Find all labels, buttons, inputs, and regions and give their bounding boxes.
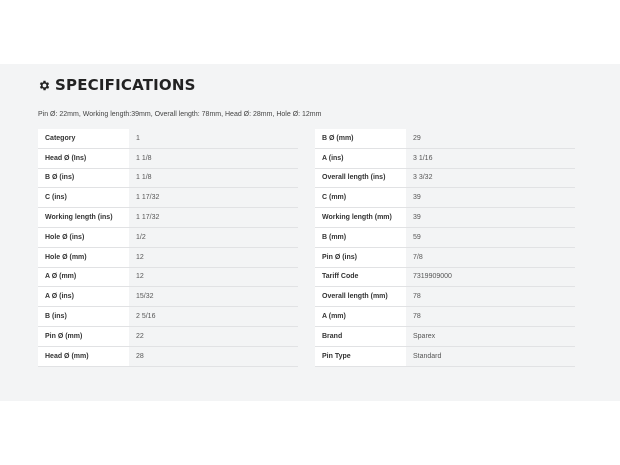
spec-label: A Ø (mm)	[38, 267, 129, 287]
spec-value: 7/8	[406, 247, 575, 267]
section-title: SPECIFICATIONS	[55, 76, 196, 94]
table-row	[315, 247, 575, 267]
spec-label: Pin Ø (ins)	[315, 247, 406, 267]
table-row	[315, 267, 575, 287]
table-row	[315, 129, 575, 148]
spec-value: Sparex	[406, 326, 575, 346]
spec-label: Hole Ø (ins)	[38, 227, 129, 247]
spec-label: B (mm)	[315, 227, 406, 247]
table-row	[38, 148, 298, 168]
spec-value: 39	[406, 188, 575, 208]
spec-value: 1/2	[129, 227, 298, 247]
spec-label: A (mm)	[315, 307, 406, 327]
spec-table-left	[38, 129, 298, 367]
spec-value: 12	[129, 247, 298, 267]
spec-value: 1 17/32	[129, 208, 298, 228]
table-row	[38, 227, 298, 247]
spec-value: 12	[129, 267, 298, 287]
spec-label: Tariff Code	[315, 267, 406, 287]
spec-label: Overall length (ins)	[315, 168, 406, 188]
spec-label: Head Ø (mm)	[38, 346, 129, 366]
spec-label: C (mm)	[315, 188, 406, 208]
table-row	[38, 188, 298, 208]
spec-summary: Pin Ø: 22mm, Working length:39mm, Overall length: 78mm, Head Ø: 28mm, Hole Ø: 12mm	[38, 111, 322, 118]
table-row	[315, 287, 575, 307]
table-row	[315, 148, 575, 168]
table-row	[315, 168, 575, 188]
spec-label: C (ins)	[38, 188, 129, 208]
spec-value: 1 1/8	[129, 168, 298, 188]
table-row	[315, 188, 575, 208]
spec-label: Head Ø (Ins)	[38, 148, 129, 168]
spec-value: 1 17/32	[129, 188, 298, 208]
bottom-whitespace	[0, 401, 620, 465]
spec-label: Overall length (mm)	[315, 287, 406, 307]
table-row	[315, 208, 575, 228]
spec-value: 29	[406, 129, 575, 148]
spec-value: 3 1/16	[406, 148, 575, 168]
spec-label: Brand	[315, 326, 406, 346]
gear-icon	[38, 79, 51, 92]
table-row	[38, 287, 298, 307]
spec-label: B (ins)	[38, 307, 129, 327]
spec-value: 1 1/8	[129, 148, 298, 168]
spec-label: Pin Ø (mm)	[38, 326, 129, 346]
spec-value: 78	[406, 287, 575, 307]
spec-value: Standard	[406, 346, 575, 366]
spec-label: Pin Type	[315, 346, 406, 366]
spec-value: 7319909000	[406, 267, 575, 287]
spec-label: Working length (mm)	[315, 208, 406, 228]
table-row	[38, 247, 298, 267]
spec-label: B Ø (ins)	[38, 168, 129, 188]
table-row	[38, 346, 298, 366]
spec-label: A Ø (ins)	[38, 287, 129, 307]
spec-value: 78	[406, 307, 575, 327]
spec-value: 2 5/16	[129, 307, 298, 327]
table-row	[38, 208, 298, 228]
spec-value: 28	[129, 346, 298, 366]
spec-label: A (ins)	[315, 148, 406, 168]
table-row	[38, 267, 298, 287]
table-row	[38, 129, 298, 148]
spec-table-right	[315, 129, 575, 367]
spec-value: 39	[406, 208, 575, 228]
spec-value: 1	[129, 129, 298, 148]
spec-value: 15/32	[129, 287, 298, 307]
spec-value: 3 3/32	[406, 168, 575, 188]
table-row	[38, 307, 298, 327]
spec-label: Hole Ø (mm)	[38, 247, 129, 267]
spec-label: Working length (ins)	[38, 208, 129, 228]
section-heading	[38, 76, 196, 94]
table-row	[315, 326, 575, 346]
spec-label: B Ø (mm)	[315, 129, 406, 148]
table-row	[38, 168, 298, 188]
table-row	[315, 307, 575, 327]
spec-value: 22	[129, 326, 298, 346]
spec-label: Category	[38, 129, 129, 148]
top-whitespace	[0, 0, 620, 64]
table-row	[315, 227, 575, 247]
table-row	[315, 346, 575, 366]
spec-value: 59	[406, 227, 575, 247]
table-row	[38, 326, 298, 346]
